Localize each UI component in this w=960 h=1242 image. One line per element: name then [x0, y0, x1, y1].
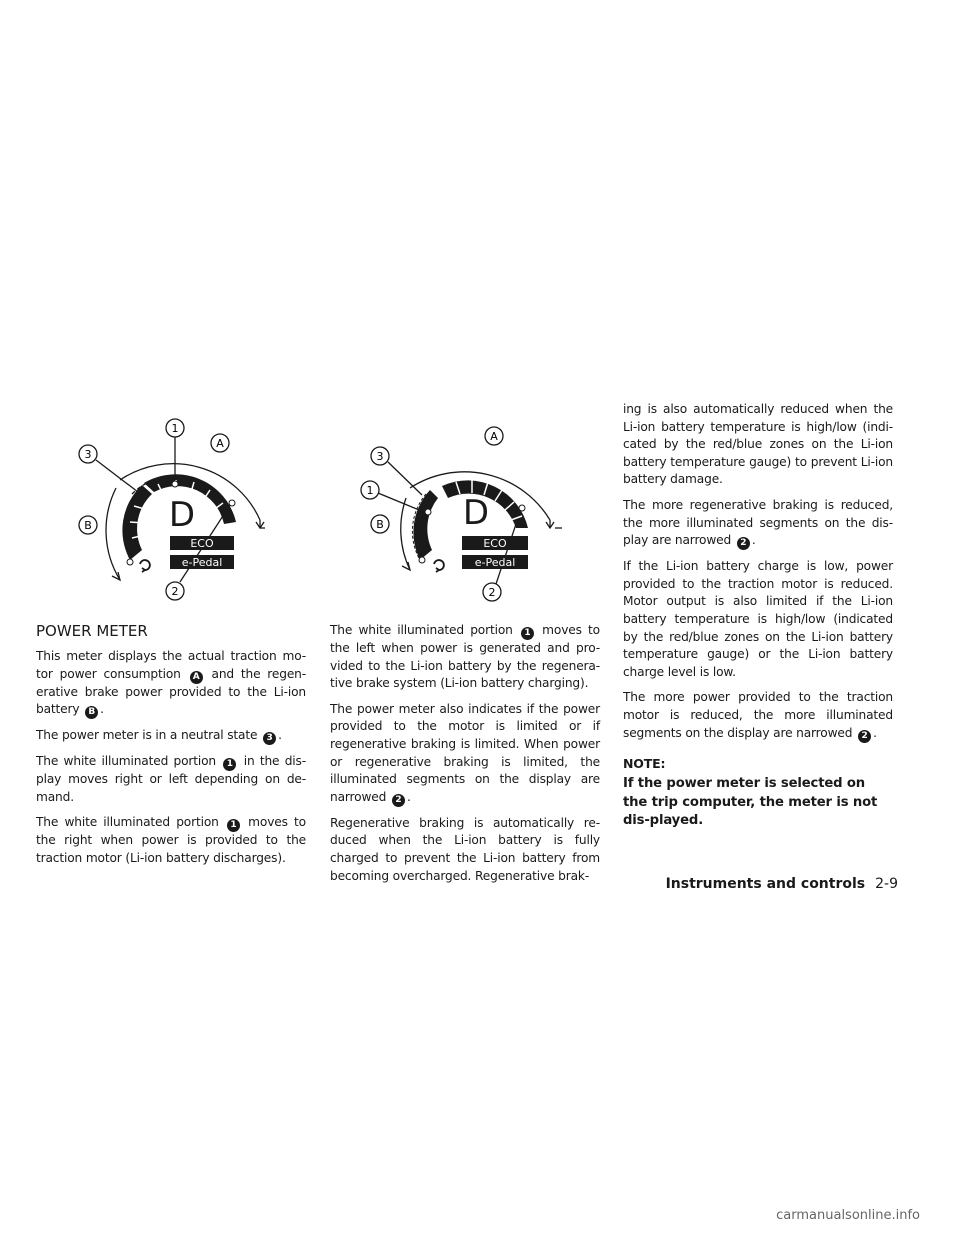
watermark: carmanualsonline.info — [776, 1208, 920, 1223]
ref-marker-2: 2 — [858, 730, 871, 743]
paragraph: This meter displays the actual traction mo-tor power consumption A and the regen-erative brake power provided to the Li-ion battery B . — [36, 649, 306, 718]
paragraph: ing is also automatically reduced when the Li-ion battery temperature is high/low (indi-cated by the red/blue zones on the Li-ion battery temperature gauge) to prevent Li-ion battery damage. — [623, 402, 893, 487]
text-column-2 — [330, 622, 600, 893]
ref-marker-1: 1 — [223, 758, 236, 771]
page-footer — [666, 876, 898, 892]
eco-label: ECO — [483, 537, 507, 550]
paragraph: If the Li-ion battery charge is low, power provided to the traction motor is reduced. Motor output is also limited if the Li-ion battery temperature is high/low (indicated by the red/blue zones on the Li-ion battery temperature gauge) or the Li-ion battery charge level is low. — [623, 559, 893, 679]
eco-label: ECO — [190, 537, 214, 550]
callout-b: B — [84, 519, 92, 532]
ref-marker-1: 1 — [521, 627, 534, 640]
footer-section: Instruments and controls — [665, 876, 866, 892]
arc-b — [401, 498, 410, 570]
arc-b — [106, 488, 120, 580]
ref-marker-1: 1 — [227, 819, 240, 832]
ref-marker-a: A — [190, 671, 203, 684]
gear-indicator: D — [462, 493, 490, 533]
text-column-1 — [36, 622, 306, 876]
callout-b: B — [376, 518, 384, 531]
callout-1: 1 — [171, 422, 179, 435]
regen-icon — [140, 560, 150, 572]
callout-3: 3 — [376, 450, 384, 463]
power-meter-figure-2 — [350, 420, 585, 610]
page-number: 2-9 — [875, 876, 898, 892]
paragraph: The more power provided to the traction motor is reduced, the more illuminated segments on the display are narrowed 2 . — [623, 690, 893, 741]
note-label: NOTE: — [623, 755, 666, 771]
paragraph: The white illuminated portion 1 in the dis-play moves right or left depending on de-mand. — [36, 754, 306, 804]
section-title: POWER METER — [36, 622, 148, 640]
text-column-3 — [623, 401, 893, 839]
ref-marker-2: 2 — [392, 794, 405, 807]
paragraph: The power meter is in a neutral state 3 . — [36, 728, 282, 744]
ref-marker-b: B — [85, 706, 98, 719]
callout-1: 1 — [366, 484, 374, 497]
callout-2: 2 — [488, 586, 496, 599]
callout-3: 3 — [84, 448, 92, 461]
epedal-label: e-Pedal — [181, 556, 223, 569]
callout-a: A — [490, 430, 498, 443]
paragraph: The more regenerative braking is reduced, the more illuminated segments on the dis-play are narrowed 2 . — [623, 497, 893, 549]
regen-icon — [434, 560, 444, 572]
callout-2: 2 — [171, 585, 179, 598]
ref-marker-3: 3 — [263, 732, 276, 745]
ref-marker-2: 2 — [737, 537, 750, 550]
note-text: If the power meter is selected on the trip computer, the meter is not dis-played. — [623, 776, 878, 829]
power-meter-figure-1 — [60, 410, 290, 610]
paragraph: The power meter also indicates if the power provided to the motor is limited or if regenerative braking is limited. When power or regenerative braking is limited, the illuminated segments on the display are narrowed 2 . — [330, 701, 600, 805]
epedal-label: e-Pedal — [474, 556, 516, 569]
paragraph: The white illuminated portion 1 moves to the right when power is provided to the traction motor (Li-ion battery discharges). — [36, 815, 306, 865]
paragraph: The white illuminated portion 1 moves to the left when power is generated and pro-vided to the Li-ion battery by the regenera-tive brake system (Li-ion battery charging). — [330, 623, 600, 691]
callout-a: A — [216, 437, 224, 450]
paragraph: Regenerative braking is automatically re-duced when the Li-ion battery is fully charged to prevent the Li-ion battery from becoming overcharged. Regenerative brak- — [330, 815, 600, 883]
gear-indicator: D — [168, 495, 196, 535]
